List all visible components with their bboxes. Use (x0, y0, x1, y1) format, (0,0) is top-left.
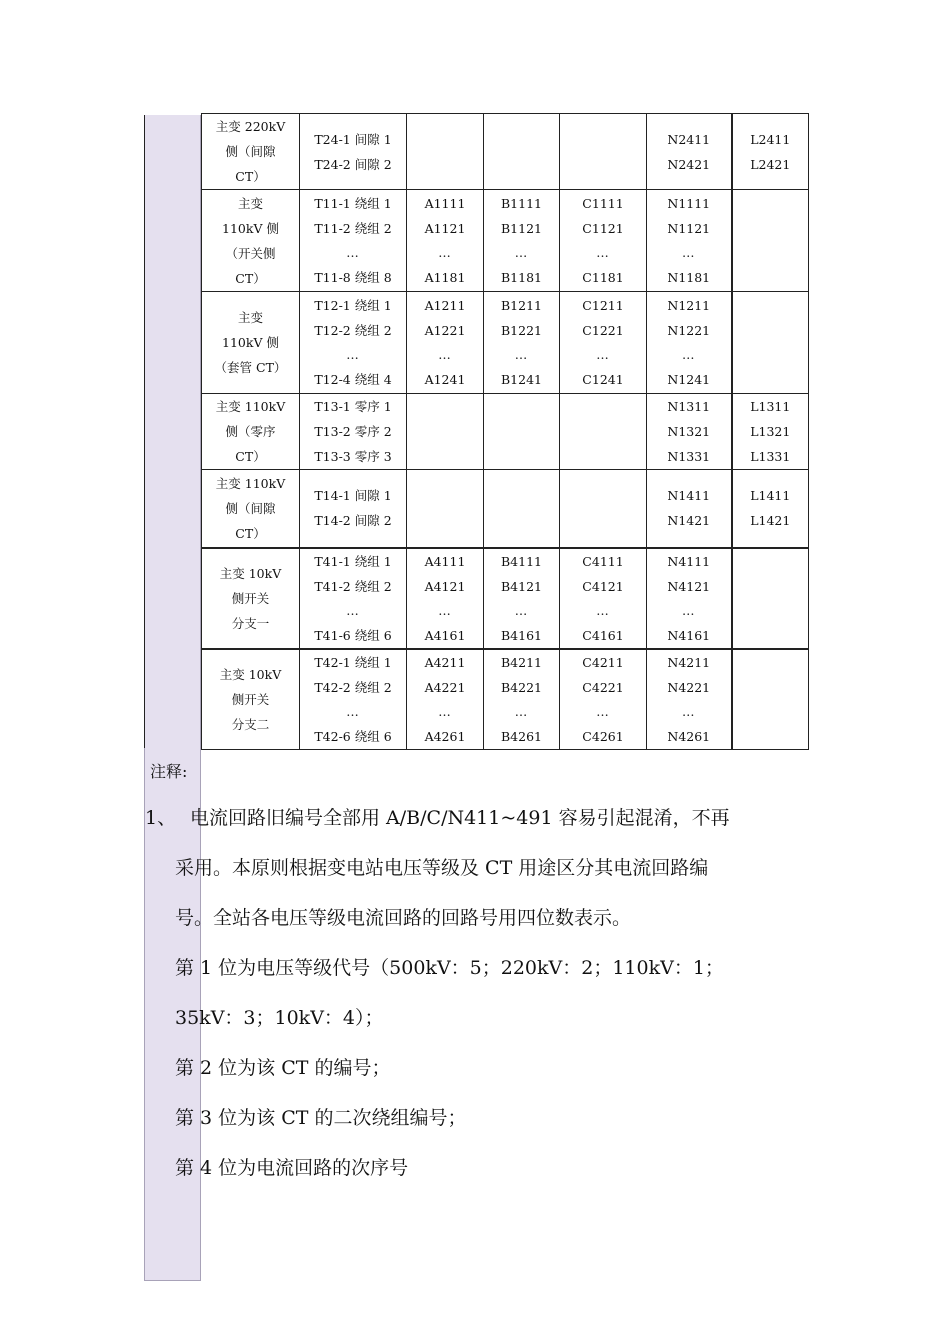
cell-text: 主变 110kV (215, 475, 286, 491)
cell-text: C4111 (582, 553, 624, 569)
neutral-cell (647, 548, 732, 649)
cell-text: T41-1 绕组 1 (314, 553, 392, 569)
notes-item-number: 1、 (145, 807, 177, 829)
l-cell (732, 470, 809, 548)
l-cell (732, 394, 809, 470)
cell-text: … (682, 245, 696, 260)
cell-text: A4221 (424, 679, 466, 695)
cell-text: B1241 (501, 372, 542, 387)
cell-text: N4261 (667, 728, 711, 744)
cell-text: … (346, 347, 360, 362)
cell-text: … (596, 602, 610, 618)
winding-cell (300, 394, 407, 470)
cell-text: … (596, 245, 610, 260)
cell-text: T24-1 间隙 1 (314, 131, 392, 147)
phase-a-cell (407, 548, 484, 649)
cell-text: （套管 CT） (214, 360, 287, 375)
cell-text: T12-2 绕组 2 (314, 323, 392, 338)
cell-text: B4261 (501, 728, 542, 744)
cell-text: … (438, 347, 452, 362)
cell-text: 侧（间隙 (225, 500, 276, 516)
cell-text: N1411 (667, 488, 711, 504)
l-cell (732, 190, 809, 292)
phase-c-cell (560, 292, 647, 394)
cell-text: 110kV 侧 (222, 220, 279, 236)
cell-text: L1331 (750, 449, 791, 464)
cell-text: CT） (235, 449, 266, 464)
cell-text: 侧开关 (231, 590, 270, 606)
note-line: 采用。本原则根据变电站电压等级及 CT 用途区分其电流回路编 (175, 857, 709, 879)
cell-text: A4161 (424, 627, 466, 643)
winding-cell (300, 470, 407, 548)
cell-text: T42-6 绕组 6 (314, 728, 392, 744)
cell-text: C1221 (582, 323, 624, 338)
cell-text: T11-8 绕组 8 (314, 270, 392, 285)
cell-text: C1241 (582, 372, 624, 387)
note-line: 第 2 位为该 CT 的编号； (175, 1057, 391, 1079)
cell-text: N1321 (667, 424, 711, 439)
cell-text: T13-2 零序 2 (314, 424, 392, 439)
phase-b-cell (484, 470, 560, 548)
cell-text: C1121 (582, 221, 624, 236)
winding-cell (300, 649, 407, 750)
cell-text: C1181 (582, 270, 624, 285)
note-line: 35kV：3；10kV：4）； (175, 1007, 384, 1029)
cell-text: 主变 10kV (219, 565, 282, 581)
cell-text: CT） (235, 525, 266, 541)
cell-text: 侧（零序 (225, 424, 276, 439)
table-row (202, 292, 809, 394)
phase-a-cell (407, 190, 484, 292)
cell-text: B4161 (501, 627, 542, 643)
cell-text: … (596, 703, 610, 719)
cell-text: … (346, 703, 360, 719)
cell-text: L1321 (750, 424, 791, 439)
phase-b-cell (484, 114, 560, 190)
notes-body (175, 804, 815, 1204)
cell-text: … (682, 347, 696, 362)
phase-c-cell (560, 470, 647, 548)
cell-text: N1181 (667, 270, 711, 285)
cell-text: … (438, 703, 452, 719)
cell-text: N2421 (667, 156, 711, 172)
ct-name-cell (202, 548, 300, 649)
winding-cell (300, 190, 407, 292)
cell-text: C1111 (582, 196, 624, 211)
note-line: 第 1 位为电压等级代号（500kV：5；220kV：2；110kV：1； (175, 957, 724, 979)
cell-text: T13-1 零序 1 (314, 399, 392, 414)
cell-text: A1241 (424, 372, 466, 387)
cell-text: N4111 (667, 553, 711, 569)
phase-b-cell (484, 190, 560, 292)
cell-text: … (346, 602, 360, 618)
cell-text: A1121 (424, 221, 466, 236)
neutral-cell (647, 649, 732, 750)
cell-text: 主变 (237, 310, 263, 325)
winding-cell (300, 114, 407, 190)
cell-text: T41-2 绕组 2 (314, 578, 392, 594)
cell-text: B1221 (501, 323, 542, 338)
cell-text: T11-2 绕组 2 (314, 221, 392, 236)
cell-text: C4121 (582, 578, 624, 594)
phase-c-cell (560, 394, 647, 470)
neutral-cell (647, 190, 732, 292)
neutral-cell (647, 114, 732, 190)
note-line: 电流回路旧编号全部用 A/B/C/N411~491 容易引起混淆，不再 (190, 807, 730, 829)
cell-text: N1221 (667, 323, 711, 338)
cell-text: N4211 (667, 654, 711, 670)
cell-text: 分支一 (231, 615, 270, 631)
cell-text: … (514, 347, 529, 362)
table-row (202, 548, 809, 649)
cell-text: B4121 (501, 578, 542, 594)
ct-name-cell (202, 292, 300, 394)
cell-text: … (514, 245, 529, 260)
cell-text: L1311 (750, 399, 791, 414)
cell-text: 主变 (237, 195, 263, 211)
neutral-cell (647, 292, 732, 394)
cell-text: A4211 (424, 654, 466, 670)
cell-text: L2411 (750, 131, 791, 147)
l-cell (732, 292, 809, 394)
cell-text: N4221 (667, 679, 711, 695)
cell-text: … (346, 245, 360, 260)
cell-text: 主变 110kV (215, 399, 286, 414)
note-line: 号。全站各电压等级电流回路的回路号用四位数表示。 (175, 907, 632, 929)
cell-text: B4221 (501, 679, 542, 695)
ct-name-cell (202, 649, 300, 750)
ct-circuit-table (201, 113, 809, 750)
phase-a-cell (407, 394, 484, 470)
cell-text: T11-1 绕组 1 (314, 196, 392, 211)
cell-text: T14-1 间隙 1 (314, 488, 392, 504)
cell-text: 主变 10kV (219, 666, 282, 682)
table-row (202, 649, 809, 750)
cell-text: A4111 (424, 553, 466, 569)
phase-c-cell (560, 548, 647, 649)
cell-text: N1421 (667, 513, 711, 529)
cell-text: 110kV 侧 (222, 335, 279, 350)
cell-text: T14-2 间隙 2 (314, 513, 392, 529)
cell-text: B4111 (501, 553, 542, 569)
cell-text: N1121 (667, 221, 711, 236)
cell-text: C4161 (582, 627, 624, 643)
cell-text: A4121 (424, 578, 466, 594)
cell-text: … (682, 703, 696, 719)
table-row (202, 394, 809, 470)
cell-text: B1181 (501, 270, 542, 285)
cell-text: T24-2 间隙 2 (314, 156, 392, 172)
cell-text: CT） (235, 270, 266, 286)
l-cell (732, 114, 809, 190)
cell-text: … (514, 703, 529, 719)
cell-text: L2421 (750, 156, 791, 172)
cell-text: C4211 (582, 654, 624, 670)
phase-a-cell (407, 292, 484, 394)
cell-text: A1211 (424, 298, 466, 313)
neutral-cell (647, 470, 732, 548)
cell-text: A4261 (424, 728, 466, 744)
cell-text: T12-4 绕组 4 (314, 372, 392, 387)
cell-text: （开关侧 (225, 245, 276, 261)
cell-text: T13-3 零序 3 (314, 449, 392, 464)
cell-text: N2411 (667, 131, 711, 147)
cell-text: C1211 (582, 298, 624, 313)
cell-text: 主变 220kV (215, 119, 286, 134)
phase-c-cell (560, 190, 647, 292)
table-row (202, 470, 809, 548)
neutral-cell (647, 394, 732, 470)
cell-text: A1221 (424, 323, 466, 338)
cell-text: T12-1 绕组 1 (314, 298, 392, 313)
table-row (202, 190, 809, 292)
cell-text: N1311 (667, 399, 711, 414)
note-line: 第 3 位为该 CT 的二次绕组编号； (175, 1107, 467, 1129)
winding-cell (300, 548, 407, 649)
cell-text: A1111 (424, 196, 466, 211)
ct-name-cell (202, 114, 300, 190)
cell-text: L1421 (750, 513, 791, 529)
l-cell (732, 649, 809, 750)
cell-text: T42-2 绕组 2 (314, 679, 392, 695)
cell-text: N1331 (667, 449, 711, 464)
cell-text: … (438, 245, 452, 260)
cell-text: L1411 (750, 488, 791, 504)
phase-b-cell (484, 548, 560, 649)
table-row (202, 114, 809, 190)
cell-text: 侧开关 (231, 691, 270, 707)
cell-text: N1111 (667, 196, 711, 211)
ct-name-cell (202, 470, 300, 548)
cell-text: B1121 (501, 221, 542, 236)
cell-text: B4211 (501, 654, 542, 670)
phase-b-cell (484, 292, 560, 394)
l-cell (732, 548, 809, 649)
cell-text: C4261 (582, 728, 624, 744)
cell-text: … (682, 602, 696, 618)
cell-text: T41-6 绕组 6 (314, 627, 392, 643)
ct-name-cell (202, 394, 300, 470)
cell-text: … (596, 347, 610, 362)
note-line: 第 4 位为电流回路的次序号 (175, 1157, 409, 1179)
cell-text: CT） (235, 169, 266, 184)
phase-b-cell (484, 649, 560, 750)
cell-text: A1181 (424, 270, 466, 285)
cell-text: B1211 (501, 298, 542, 313)
phase-b-cell (484, 394, 560, 470)
phase-a-cell (407, 649, 484, 750)
cell-text: N4121 (667, 578, 711, 594)
cell-text: … (514, 602, 529, 618)
ct-name-cell (202, 190, 300, 292)
cell-text: N1211 (667, 298, 711, 313)
phase-a-cell (407, 470, 484, 548)
phase-c-cell (560, 649, 647, 750)
cell-text: N1241 (667, 372, 711, 387)
phase-c-cell (560, 114, 647, 190)
winding-cell (300, 292, 407, 394)
cell-text: 分支二 (231, 716, 270, 732)
cell-text: N4161 (667, 627, 711, 643)
cell-text: T42-1 绕组 1 (314, 654, 392, 670)
cell-text: B1111 (501, 196, 542, 211)
cell-text: 侧（间隙 (225, 144, 276, 159)
cell-text: C4221 (582, 679, 624, 695)
phase-a-cell (407, 114, 484, 190)
cell-text: … (438, 602, 452, 618)
notes-title: 注释: (150, 762, 188, 781)
